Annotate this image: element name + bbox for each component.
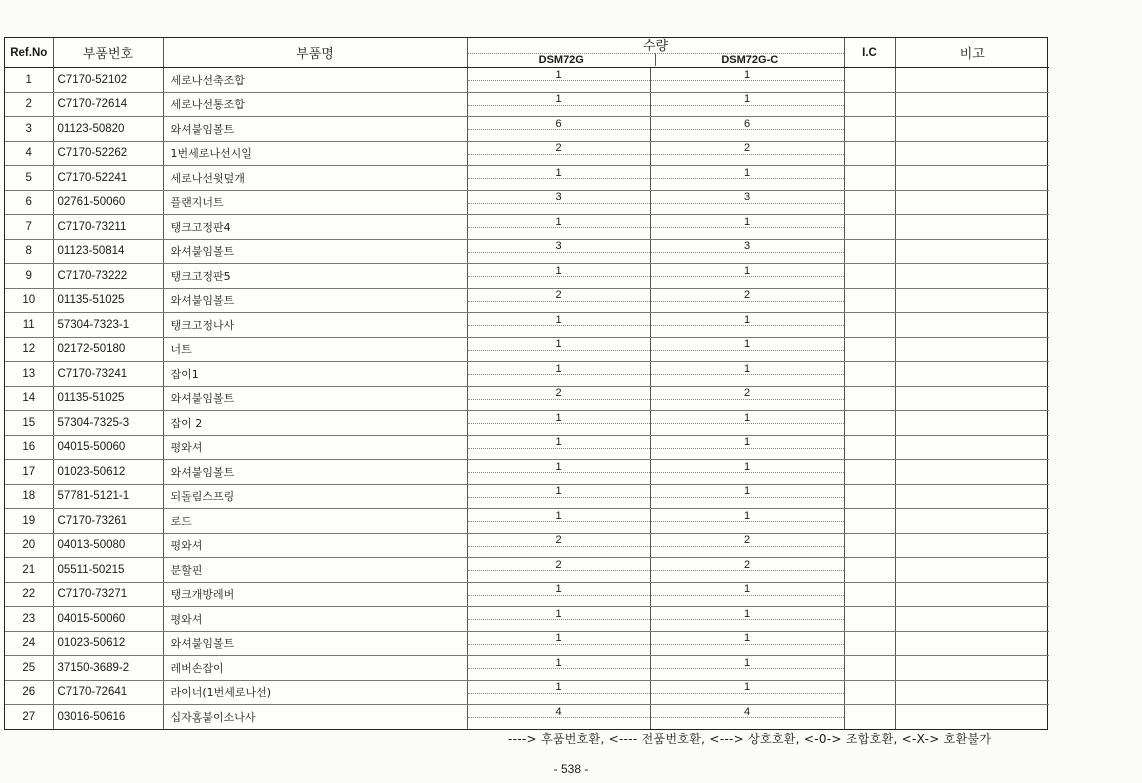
header-model-dsm72g: DSM72G [468, 53, 656, 66]
table-row [5, 386, 1049, 411]
parts-table-frame [4, 37, 1048, 730]
part-name-cell: 되돌림스프링 [163, 484, 467, 509]
ic-cell [844, 288, 895, 313]
qty-dsm72g-c-cell [650, 460, 844, 485]
qty-value: 2 [743, 142, 751, 155]
remarks-cell [895, 362, 1049, 387]
qty-dsm72g-c-cell [650, 337, 844, 362]
ic-cell [844, 656, 895, 681]
part-number-cell: C7170-52241 [53, 166, 163, 191]
qty-dsm72g-c-cell [650, 656, 844, 681]
ref-no-cell: 26 [5, 680, 53, 705]
ref-no-cell: 6 [5, 190, 53, 215]
remarks-cell [895, 411, 1049, 436]
qty-value: 6 [743, 117, 751, 130]
qty-dsm72g-cell [467, 264, 650, 289]
table-row [5, 264, 1049, 289]
part-number-cell: C7170-72614 [53, 92, 163, 117]
ic-cell [844, 92, 895, 117]
ic-cell [844, 239, 895, 264]
qty-value: 3 [743, 240, 751, 253]
qty-value: 4 [555, 705, 562, 718]
qty-dsm72g-cell [467, 558, 650, 583]
interchangeability-legend: ----> 후품번호환, <---- 전품번호환, <---> 상호호환, <-0-> 조합호환, <-X-> 호환불가 [508, 732, 992, 746]
qty-dsm72g-c-cell [650, 92, 844, 117]
qty-dsm72g-cell [467, 337, 650, 362]
qty-dsm72g-cell [467, 411, 650, 436]
ref-no-cell: 2 [5, 92, 53, 117]
qty-value: 1 [555, 485, 562, 498]
remarks-cell [895, 533, 1049, 558]
qty-value: 2 [743, 534, 751, 547]
part-name-cell: 탱크고정판5 [163, 264, 467, 289]
remarks-cell [895, 264, 1049, 289]
part-name-cell: 탱크고정판4 [163, 215, 467, 240]
ref-no-cell: 8 [5, 239, 53, 264]
qty-dsm72g-cell [467, 215, 650, 240]
part-name-cell: 평와셔 [163, 435, 467, 460]
qty-dsm72g-c-cell [650, 313, 844, 338]
ref-no-cell: 7 [5, 215, 53, 240]
part-name-cell: 와셔붙임볼트 [163, 117, 467, 142]
ref-no-cell: 19 [5, 509, 53, 534]
header-part-number: 부품번호 [53, 38, 163, 68]
qty-dsm72g-cell [467, 533, 650, 558]
ic-cell [844, 558, 895, 583]
ref-no-cell: 24 [5, 631, 53, 656]
ref-no-cell: 18 [5, 484, 53, 509]
table-row [5, 68, 1049, 93]
part-number-cell: C7170-52102 [53, 68, 163, 93]
part-name-cell: 잡이1 [163, 362, 467, 387]
qty-value: 6 [555, 117, 562, 130]
qty-value: 1 [743, 656, 751, 669]
table-header-row [5, 38, 1049, 68]
header-model-dsm72g-c: DSM72G-C [655, 53, 844, 66]
qty-dsm72g-cell [467, 92, 650, 117]
qty-dsm72g-cell [467, 705, 650, 729]
ref-no-cell: 15 [5, 411, 53, 436]
qty-dsm72g-c-cell [650, 386, 844, 411]
part-number-cell: 57304-7325-3 [53, 411, 163, 436]
table-row [5, 117, 1049, 142]
part-name-cell: 분할핀 [163, 558, 467, 583]
qty-value: 1 [555, 313, 562, 326]
parts-table [5, 38, 1049, 729]
part-number-cell: 02172-50180 [53, 337, 163, 362]
qty-dsm72g-cell [467, 607, 650, 632]
header-part-name: 부품명 [163, 38, 467, 68]
remarks-cell [895, 337, 1049, 362]
ref-no-cell: 23 [5, 607, 53, 632]
remarks-cell [895, 92, 1049, 117]
qty-value: 2 [555, 534, 562, 547]
qty-dsm72g-c-cell [650, 558, 844, 583]
remarks-cell [895, 190, 1049, 215]
ic-cell [844, 141, 895, 166]
qty-dsm72g-cell [467, 141, 650, 166]
page-number: - 538 - [553, 762, 589, 776]
qty-dsm72g-c-cell [650, 411, 844, 436]
part-number-cell: C7170-72641 [53, 680, 163, 705]
ref-no-cell: 16 [5, 435, 53, 460]
qty-dsm72g-cell [467, 239, 650, 264]
qty-value: 2 [743, 387, 751, 400]
qty-value: 1 [555, 583, 562, 596]
part-name-cell: 라이너(1번세로나선) [163, 680, 467, 705]
ic-cell [844, 533, 895, 558]
part-number-cell: 01135-51025 [53, 386, 163, 411]
part-number-cell: 03016-50616 [53, 705, 163, 729]
ic-cell [844, 631, 895, 656]
part-name-cell: 평와셔 [163, 533, 467, 558]
qty-value: 1 [555, 264, 562, 277]
qty-value: 1 [743, 93, 751, 106]
table-row [5, 92, 1049, 117]
qty-value: 1 [555, 656, 562, 669]
ic-cell [844, 484, 895, 509]
qty-value: 1 [555, 681, 562, 694]
qty-dsm72g-c-cell [650, 288, 844, 313]
table-row [5, 484, 1049, 509]
part-name-cell: 와셔붙임볼트 [163, 631, 467, 656]
qty-value: 1 [743, 313, 751, 326]
part-name-cell: 세로나선축조합 [163, 68, 467, 93]
part-name-cell: 세로나선통조합 [163, 92, 467, 117]
qty-value: 3 [743, 191, 751, 204]
part-number-cell: C7170-73261 [53, 509, 163, 534]
qty-dsm72g-cell [467, 288, 650, 313]
ref-no-cell: 5 [5, 166, 53, 191]
ic-cell [844, 435, 895, 460]
remarks-cell [895, 386, 1049, 411]
qty-value: 1 [743, 632, 751, 645]
part-name-cell: 잡이 2 [163, 411, 467, 436]
ref-no-cell: 25 [5, 656, 53, 681]
header-ref-no: Ref.No [5, 38, 53, 68]
qty-value: 2 [743, 558, 751, 571]
qty-value: 1 [743, 460, 751, 473]
ref-no-cell: 11 [5, 313, 53, 338]
ref-no-cell: 21 [5, 558, 53, 583]
qty-dsm72g-c-cell [650, 509, 844, 534]
table-row [5, 435, 1049, 460]
qty-value: 2 [555, 289, 562, 302]
table-row [5, 460, 1049, 485]
qty-dsm72g-cell [467, 313, 650, 338]
part-name-cell: 와셔붙임볼트 [163, 288, 467, 313]
table-row [5, 166, 1049, 191]
remarks-cell [895, 435, 1049, 460]
part-number-cell: 01135-51025 [53, 288, 163, 313]
remarks-cell [895, 656, 1049, 681]
ref-no-cell: 17 [5, 460, 53, 485]
qty-value: 1 [743, 166, 751, 179]
table-row [5, 288, 1049, 313]
part-name-cell: 와셔붙임볼트 [163, 239, 467, 264]
ic-cell [844, 607, 895, 632]
qty-value: 2 [555, 387, 562, 400]
qty-dsm72g-cell [467, 656, 650, 681]
ref-no-cell: 10 [5, 288, 53, 313]
remarks-cell [895, 215, 1049, 240]
qty-value: 1 [555, 632, 562, 645]
ic-cell [844, 460, 895, 485]
qty-value: 1 [743, 485, 751, 498]
qty-dsm72g-c-cell [650, 533, 844, 558]
qty-dsm72g-c-cell [650, 141, 844, 166]
ic-cell [844, 411, 895, 436]
remarks-cell [895, 558, 1049, 583]
qty-dsm72g-c-cell [650, 264, 844, 289]
ic-cell [844, 337, 895, 362]
table-row [5, 680, 1049, 705]
qty-dsm72g-cell [467, 117, 650, 142]
qty-value: 1 [555, 362, 562, 375]
ref-no-cell: 14 [5, 386, 53, 411]
part-name-cell: 와셔붙임볼트 [163, 386, 467, 411]
qty-dsm72g-c-cell [650, 435, 844, 460]
qty-dsm72g-c-cell [650, 68, 844, 93]
ic-cell [844, 509, 895, 534]
remarks-cell [895, 607, 1049, 632]
table-row [5, 631, 1049, 656]
table-row [5, 141, 1049, 166]
table-row [5, 509, 1049, 534]
ic-cell [844, 166, 895, 191]
qty-value: 1 [743, 338, 751, 351]
qty-dsm72g-cell [467, 435, 650, 460]
part-name-cell: 레버손잡이 [163, 656, 467, 681]
part-name-cell: 탱크고정나사 [163, 313, 467, 338]
table-body [5, 68, 1049, 729]
table-row [5, 337, 1049, 362]
qty-dsm72g-c-cell [650, 631, 844, 656]
qty-value: 1 [555, 436, 562, 449]
header-remarks: 비고 [895, 38, 1049, 68]
part-number-cell: C7170-73222 [53, 264, 163, 289]
qty-dsm72g-cell [467, 362, 650, 387]
table-row [5, 215, 1049, 240]
qty-value: 1 [743, 607, 751, 620]
qty-value: 1 [555, 607, 562, 620]
part-number-cell: 04015-50060 [53, 607, 163, 632]
ref-no-cell: 9 [5, 264, 53, 289]
qty-value: 1 [743, 436, 751, 449]
qty-dsm72g-c-cell [650, 484, 844, 509]
part-number-cell: 01123-50820 [53, 117, 163, 142]
ref-no-cell: 13 [5, 362, 53, 387]
table-row [5, 190, 1049, 215]
remarks-cell [895, 141, 1049, 166]
table-row [5, 558, 1049, 583]
part-name-cell: 탱크개방레버 [163, 582, 467, 607]
qty-value: 1 [743, 509, 751, 522]
qty-value: 1 [743, 68, 751, 81]
qty-dsm72g-cell [467, 460, 650, 485]
part-name-cell: 너트 [163, 337, 467, 362]
ref-no-cell: 3 [5, 117, 53, 142]
qty-dsm72g-cell [467, 484, 650, 509]
qty-value: 1 [743, 215, 751, 228]
qty-dsm72g-cell [467, 386, 650, 411]
ic-cell [844, 68, 895, 93]
ic-cell [844, 362, 895, 387]
remarks-cell [895, 460, 1049, 485]
ref-no-cell: 1 [5, 68, 53, 93]
ref-no-cell: 12 [5, 337, 53, 362]
qty-dsm72g-cell [467, 631, 650, 656]
qty-value: 2 [555, 142, 562, 155]
qty-value: 3 [555, 240, 562, 253]
part-number-cell: 01023-50612 [53, 460, 163, 485]
table-row [5, 705, 1049, 729]
table-row [5, 533, 1049, 558]
ic-cell [844, 313, 895, 338]
qty-dsm72g-cell [467, 509, 650, 534]
part-number-cell: 37150-3689-2 [53, 656, 163, 681]
ic-cell [844, 264, 895, 289]
qty-value: 1 [555, 93, 562, 106]
ic-cell [844, 705, 895, 729]
qty-dsm72g-c-cell [650, 607, 844, 632]
remarks-cell [895, 239, 1049, 264]
ref-no-cell: 4 [5, 141, 53, 166]
qty-value: 1 [743, 681, 751, 694]
remarks-cell [895, 68, 1049, 93]
remarks-cell [895, 313, 1049, 338]
qty-dsm72g-cell [467, 680, 650, 705]
part-number-cell: 04013-50080 [53, 533, 163, 558]
ic-cell [844, 680, 895, 705]
ref-no-cell: 27 [22, 710, 36, 723]
remarks-cell [895, 705, 1049, 729]
part-name-cell: 로드 [163, 509, 467, 534]
ref-no-cell: 20 [5, 533, 53, 558]
part-name-cell: 플랜지너트 [163, 190, 467, 215]
remarks-cell [895, 484, 1049, 509]
ic-cell [844, 190, 895, 215]
qty-value: 1 [555, 68, 562, 81]
qty-value: 1 [555, 166, 562, 179]
qty-dsm72g-c-cell [650, 705, 844, 729]
part-number-cell: C7170-52262 [53, 141, 163, 166]
table-row [5, 607, 1049, 632]
qty-dsm72g-c-cell [650, 362, 844, 387]
table-row [5, 313, 1049, 338]
remarks-cell [895, 288, 1049, 313]
qty-dsm72g-cell [467, 582, 650, 607]
table-row [5, 239, 1049, 264]
qty-dsm72g-c-cell [650, 117, 844, 142]
ref-no-cell: 22 [5, 582, 53, 607]
ic-cell [844, 117, 895, 142]
header-quantity: 수량 [642, 39, 669, 54]
part-number-cell: C7170-73271 [53, 582, 163, 607]
part-number-cell: 01123-50814 [53, 239, 163, 264]
part-number-cell: 02761-50060 [53, 190, 163, 215]
table-row [5, 582, 1049, 607]
part-name-cell: 평와셔 [163, 607, 467, 632]
qty-value: 1 [555, 411, 562, 424]
qty-dsm72g-c-cell [650, 166, 844, 191]
qty-value: 1 [555, 460, 562, 473]
part-number-cell: 57304-7323-1 [53, 313, 163, 338]
qty-value: 1 [555, 509, 562, 522]
qty-dsm72g-c-cell [650, 190, 844, 215]
header-quantity-group [467, 38, 844, 68]
qty-dsm72g-c-cell [650, 215, 844, 240]
part-name-cell: 와셔붙임볼트 [163, 460, 467, 485]
qty-value: 4 [743, 705, 751, 718]
qty-value: 3 [555, 191, 562, 204]
qty-dsm72g-c-cell [650, 239, 844, 264]
qty-dsm72g-cell [467, 166, 650, 191]
qty-value: 1 [743, 264, 751, 277]
part-name-cell: 세로나선윗덮개 [163, 166, 467, 191]
qty-dsm72g-cell [467, 190, 650, 215]
qty-value: 1 [743, 411, 751, 424]
part-number-cell: 57781-5121-1 [53, 484, 163, 509]
remarks-cell [895, 680, 1049, 705]
table-row [5, 656, 1049, 681]
qty-dsm72g-c-cell [650, 582, 844, 607]
qty-value: 2 [555, 558, 562, 571]
qty-value: 1 [743, 583, 751, 596]
remarks-cell [895, 117, 1049, 142]
part-number-cell: C7170-73211 [53, 215, 163, 240]
qty-value: 1 [743, 362, 751, 375]
part-name-cell: 1번세로나선시일 [163, 141, 467, 166]
ic-cell [844, 215, 895, 240]
header-ic: I.C [844, 38, 895, 68]
remarks-cell [895, 582, 1049, 607]
qty-value: 2 [743, 289, 751, 302]
part-name-cell: 십자홈붙이소나사 [163, 705, 467, 729]
remarks-cell [895, 166, 1049, 191]
qty-value: 1 [555, 338, 562, 351]
table-row [5, 362, 1049, 387]
qty-dsm72g-cell [467, 68, 650, 93]
remarks-cell [895, 631, 1049, 656]
ic-cell [844, 582, 895, 607]
qty-dsm72g-c-cell [650, 680, 844, 705]
part-number-cell: 01023-50612 [53, 631, 163, 656]
part-number-cell: C7170-73241 [53, 362, 163, 387]
remarks-cell [895, 509, 1049, 534]
table-row [5, 411, 1049, 436]
qty-value: 1 [555, 215, 562, 228]
part-number-cell: 04015-50060 [53, 435, 163, 460]
ic-cell [844, 386, 895, 411]
part-number-cell: 05511-50215 [53, 558, 163, 583]
